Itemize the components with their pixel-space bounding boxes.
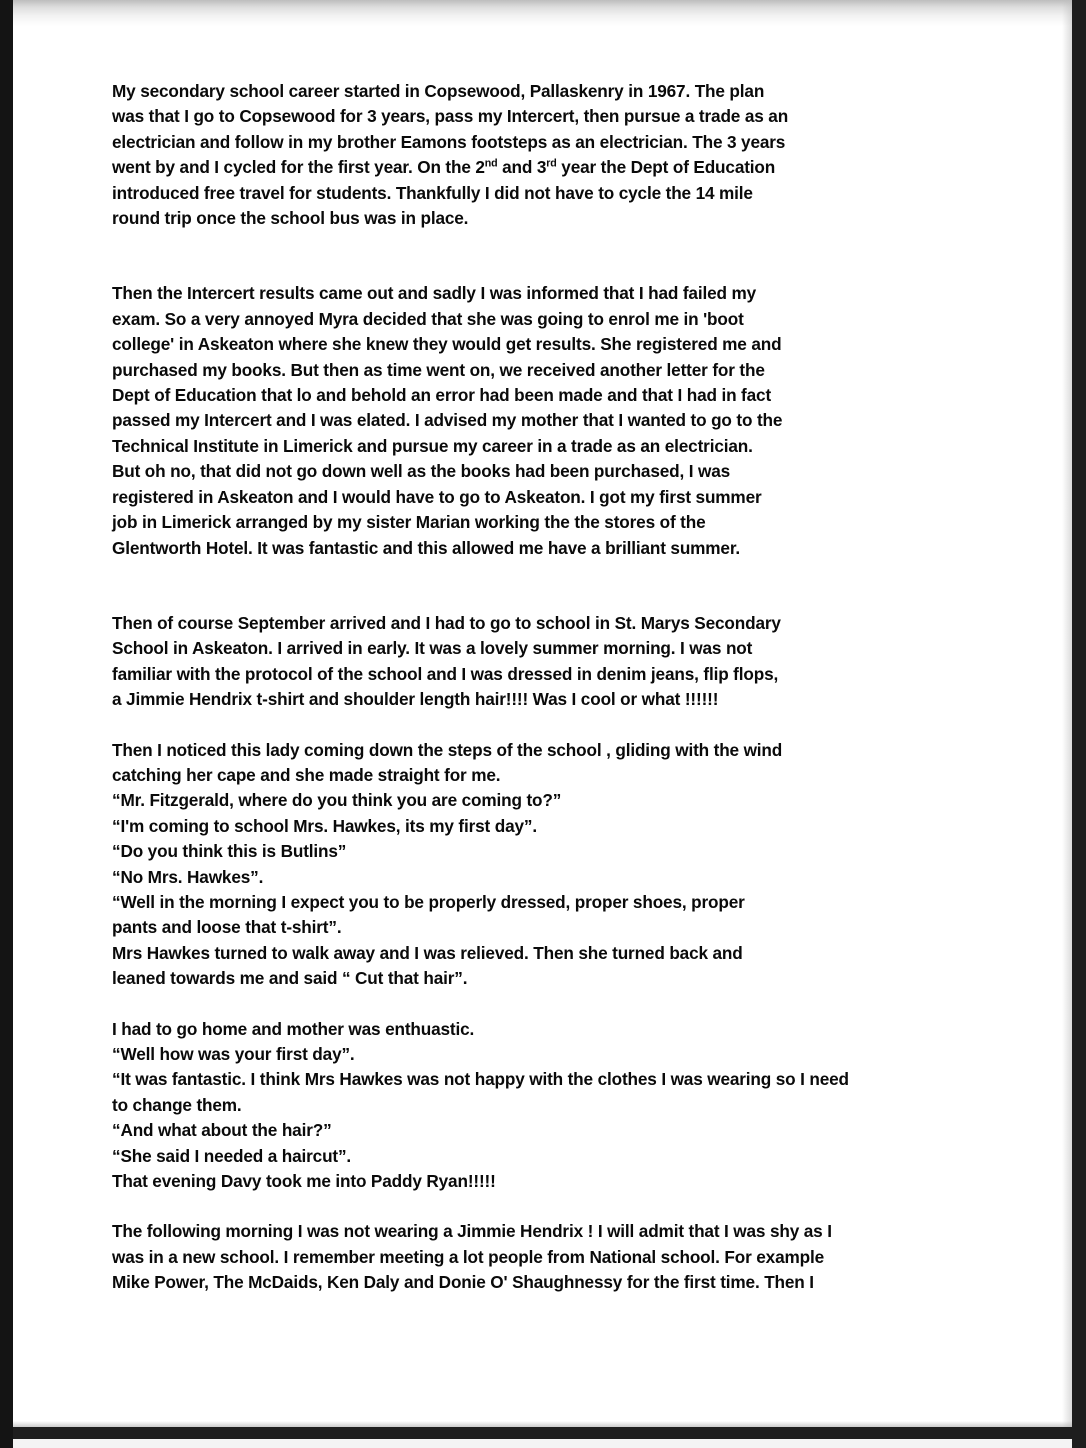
paragraph-line: Then the Intercert results came out and sadly I was informed that I had failed my [112,283,756,304]
paragraph-line: was in a new school. I remember meeting a lot people from National school. For example [112,1246,825,1267]
paragraph-gap [112,231,984,281]
paragraph-1 [112,79,984,231]
paragraph-line: That evening Davy took me into Paddy Ryan!!!!! [112,1171,496,1192]
paragraph-line: electrician and follow in my brother Eamons footsteps as an electrician. The 3 years [112,131,786,152]
paragraph-line-with-ordinals [112,155,984,180]
paragraph-line: catching her cape and she made straight for me. [112,764,501,785]
dialogue-line: “She said I needed a haircut”. [112,1145,352,1166]
paragraph-line: The following morning I was not wearing a Jimmie Hendrix ! I will admit that I was shy as I [112,1221,832,1242]
dialogue-line: “Do you think this is Butlins” [112,841,347,862]
paragraph-2 [112,281,984,560]
paragraph-line: My secondary school career started in Copsewood, Pallaskenry in 1967. The plan [112,81,765,101]
paragraph-line: leaned towards me and said “ Cut that hair”. [112,968,468,989]
paragraph-line: I had to go home and mother was enthuastic. [112,1018,475,1039]
document-page-sheet [13,0,1072,1427]
paragraph-line: a Jimmie Hendrix t-shirt and shoulder length hair!!!! Was I cool or what !!!!!! [112,689,719,710]
paragraph-line: exam. So a very annoyed Myra decided that she was going to enrol me in 'boot [112,308,744,329]
document-text-body [112,79,984,1296]
paragraph-line: familiar with the protocol of the school and I was dressed in denim jeans, flip flops, [112,663,779,684]
dialogue-line: “And what about the hair?” [112,1120,332,1141]
ordinal-suffix-rd: rd [546,157,557,170]
page-bottom-edge-strip [13,1439,1072,1448]
paragraph-gap [112,561,984,611]
paragraph-line: Mrs Hawkes turned to walk away and I was relieved. Then she turned back and [112,942,743,963]
paragraph-line: Then of course September arrived and I had to go to school in St. Marys Secondary [112,612,781,633]
paragraph-line: passed my Intercert and I was elated. I advised my mother that I wanted to go to the [112,410,783,431]
page-bottom-border [13,1427,1072,1439]
paragraph-line: Dept of Education that lo and behold an error had been made and that I had in fact [112,385,772,406]
paragraph-6 [112,1219,984,1295]
paragraph-3 [112,611,984,713]
dialogue-line: to change them. [112,1094,242,1115]
paragraph-line: Technical Institute in Limerick and pursue my career in a trade as an electrician. [112,435,753,456]
dialogue-line: pants and loose that t-shirt”. [112,917,342,938]
paragraph-line: Then I noticed this lady coming down the steps of the school , gliding with the wind [112,739,783,760]
paragraph-gap [112,1194,984,1219]
paragraph-4-dialogue [112,738,984,992]
paragraph-line: purchased my books. But then as time went on, we received another letter for the [112,359,765,380]
paragraph-line: Glentworth Hotel. It was fantastic and this allowed me have a brilliant summer. [112,537,741,558]
page-left-border [0,0,13,1448]
line-segment: year the Dept of Education [556,157,776,178]
paragraph-gap [112,992,984,1017]
dialogue-line: “Well how was your first day”. [112,1044,355,1064]
dialogue-line: “No Mrs. Hawkes”. [112,866,264,887]
line-segment: and 3 [497,157,547,178]
paragraph-gap [112,713,984,738]
paragraph-line: But oh no, that did not go down well as the books had been purchased, I was [112,461,731,482]
dialogue-line: “Well in the morning I expect you to be properly dressed, proper shoes, proper [112,891,745,912]
paragraph-line: School in Askeaton. I arrived in early. It was a lovely summer morning. I was not [112,638,753,659]
page-right-shadow [1062,0,1072,1427]
dialogue-line: “It was fantastic. I think Mrs Hawkes was not happy with the clothes I was wearing so I need [112,1069,849,1090]
page-top-shadow [13,0,1072,26]
dialogue-line: “Mr. Fitzgerald, where do you think you are coming to?” [112,790,562,811]
dialogue-line: “I'm coming to school Mrs. Hawkes, its my first day”. [112,815,537,836]
paragraph-line: Mike Power, The McDaids, Ken Daly and Donie O' Shaughnessy for the first time. Then I [112,1272,814,1293]
paragraph-line: job in Limerick arranged by my sister Marian working the the stores of the [112,512,706,533]
paragraph-line: college' in Askeaton where she knew they would get results. She registered me and [112,334,782,355]
paragraph-line: registered in Askeaton and I would have to go to Askeaton. I got my first summer [112,486,762,507]
paragraph-line: round trip once the school bus was in place. [112,208,469,229]
line-segment: went by and I cycled for the first year. On the 2 [112,157,485,178]
paragraph-line: was that I go to Copsewood for 3 years, pass my Intercert, then pursue a trade as an [112,106,789,127]
paragraph-line: introduced free travel for students. Thankfully I did not have to cycle the 14 mile [112,182,753,203]
page-right-border [1072,0,1086,1448]
paragraph-5-dialogue [112,1017,984,1195]
ordinal-suffix-nd: nd [484,157,498,170]
